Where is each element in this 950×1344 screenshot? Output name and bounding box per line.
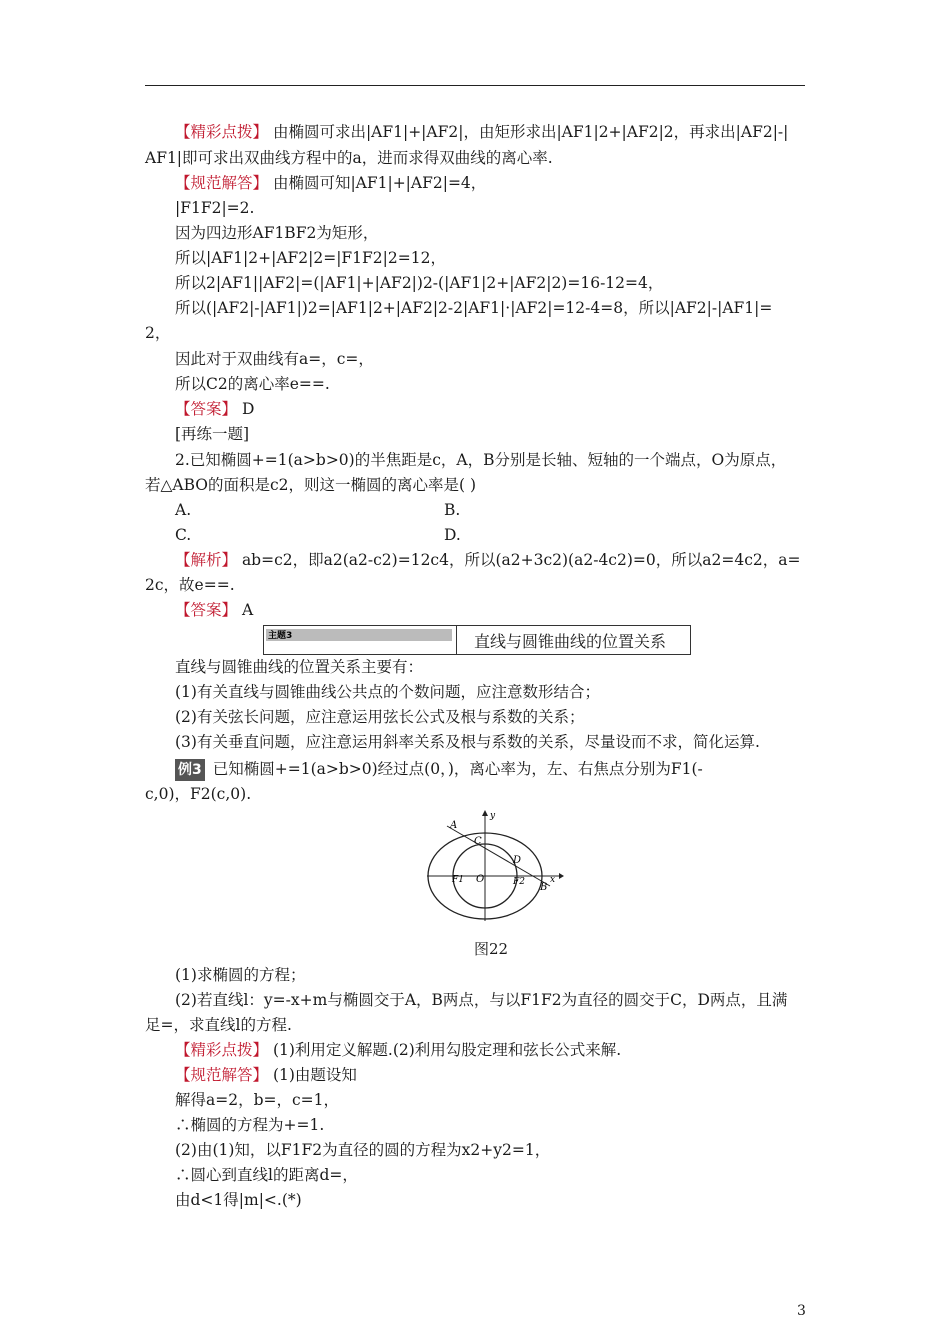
label-A: A (450, 820, 458, 831)
ellipse-circle-figure (425, 808, 565, 924)
solution-line-3: 因为四边形AF1BF2为矩形， (175, 224, 379, 242)
question-1: (1)求椭圆的方程； (175, 966, 306, 984)
example-line-1: 例3 已知椭圆+=1(a>b>0)经过点(0，)，离心率为，左、右焦点分别为F1(- (175, 758, 703, 781)
label-D: D (513, 855, 522, 866)
topic-intro: 直线与圆锥曲线的位置关系主要有： (175, 658, 424, 676)
solution-line-11: 解得a=2，b=，c=1， (175, 1091, 340, 1109)
option-c: C. (175, 526, 192, 544)
label-B: B (540, 882, 548, 893)
topic-point-3: (3)有关垂直问题，应注意运用斜率关系及根与系数的关系，尽量设而不求，简化运算. (175, 733, 760, 751)
x-axis-arrow (559, 873, 564, 879)
label-C: C (474, 836, 482, 847)
option-d: D. (444, 526, 461, 544)
analysis-line-1: 【解析】 ab=c2，即a2(a2-c2)=12c4，所以(a2+3c2)(a2-4c2)=0，所以a2=4c2，a= (175, 551, 801, 569)
solution-tag: 【规范解答】 (175, 174, 269, 192)
label-O: O (476, 874, 485, 885)
figure-caption: 图22 (474, 940, 509, 958)
solution-tag: 【规范解答】 (175, 1066, 269, 1084)
header-rule (145, 85, 805, 86)
label-F1: F1 (452, 875, 464, 885)
solution-line-5: 所以2|AF1||AF2|=(|AF1|+|AF2|)2-(|AF1|2+|AF2|2)=16-12=4， (175, 274, 664, 292)
example-line-2: c,0)，F2(c,0). (145, 785, 252, 803)
solution-line-4: 所以|AF1|2+|AF2|2=|F1F2|2=12， (175, 249, 446, 267)
label-F2: F2 (513, 877, 525, 887)
solution-line-8: 因此对于双曲线有a=，c=， (175, 350, 374, 368)
solution-line-14: ∴圆心到直线l的距离d=， (175, 1166, 358, 1184)
hint-tag: 【精彩点拨】 (175, 1041, 269, 1059)
topic-point-1: (1)有关直线与圆锥曲线公共点的个数问题，应注意数形结合； (175, 683, 600, 701)
hint-line-1: 【精彩点拨】 由椭圆可求出|AF1|+|AF2|，由矩形求出|AF1|2+|AF2|2，再求出|AF2|-| (175, 123, 789, 141)
label-x: x (550, 875, 556, 885)
answer-line-1: 【答案】 D (175, 400, 255, 418)
solution-line-12: ∴椭圆的方程为+=1. (175, 1116, 325, 1134)
answer-tag: 【答案】 (175, 601, 238, 619)
question-2-line-1: (2)若直线l：y=-x+m与椭圆交于A，B两点，与以F1F2为直径的圆交于C，D两点，且满 (175, 991, 788, 1009)
topic-point-2: (2)有关弦长问题，应注意运用弦长公式及根与系数的关系； (175, 708, 585, 726)
practice-heading: [再练一题] (175, 425, 250, 443)
hint-line-2: AF1|即可求出双曲线方程中的a，进而求得双曲线的离心率. (145, 149, 553, 167)
solution-line-2: |F1F2|=2. (175, 199, 255, 217)
solution-line-6: 所以(|AF2|-|AF1|)2=|AF1|2+|AF2|2-2|AF1|·|AF2|=12-4=8，所以|AF2|-|AF1|= (175, 299, 773, 317)
problem-2-line-2: 若△ABO的面积是c2，则这一椭圆的离心率是( ) (145, 476, 477, 494)
solution-line-13: (2)由(1)知，以F1F2为直径的圆的方程为x2+y2=1， (175, 1141, 551, 1159)
option-a: A. (175, 501, 192, 519)
label-y: y (490, 811, 496, 821)
solution-line-10: 【规范解答】 (1)由题设知 (175, 1066, 357, 1084)
question-2-line-2: 足=，求直线l的方程. (145, 1016, 292, 1034)
y-axis-arrow (482, 810, 488, 816)
topic-banner-tag: 主题3 (268, 631, 293, 641)
solution-line-9: 所以C2的离心率e==. (175, 375, 330, 393)
answer-line-2: 【答案】 A (175, 601, 254, 619)
analysis-tag: 【解析】 (175, 551, 238, 569)
hint-tag: 【精彩点拨】 (175, 123, 269, 141)
topic-banner-title: 直线与圆锥曲线的位置关系 (474, 632, 667, 651)
page-number: 3 (797, 1303, 806, 1319)
solution-line-15: 由d<1得|m|<.(*) (175, 1191, 302, 1209)
topic-banner (263, 625, 691, 655)
problem-2-line-1: 2.已知椭圆+=1(a>b>0)的半焦距是c，A，B分别是长轴、短轴的一个端点，O为原点， (175, 451, 787, 469)
example-badge: 例3 (175, 759, 205, 781)
solution-line-7: 2， (145, 324, 171, 342)
topic-banner-divider (456, 626, 457, 654)
topic-banner-bar (266, 629, 452, 641)
hint-line-3: 【精彩点拨】 (1)利用定义解题.(2)利用勾股定理和弦长公式来解. (175, 1041, 622, 1059)
analysis-line-2: 2c，故e==. (145, 576, 235, 594)
option-b: B. (444, 501, 461, 519)
answer-tag: 【答案】 (175, 400, 238, 418)
solution-line-1: 【规范解答】 由椭圆可知|AF1|+|AF2|=4， (175, 174, 487, 192)
